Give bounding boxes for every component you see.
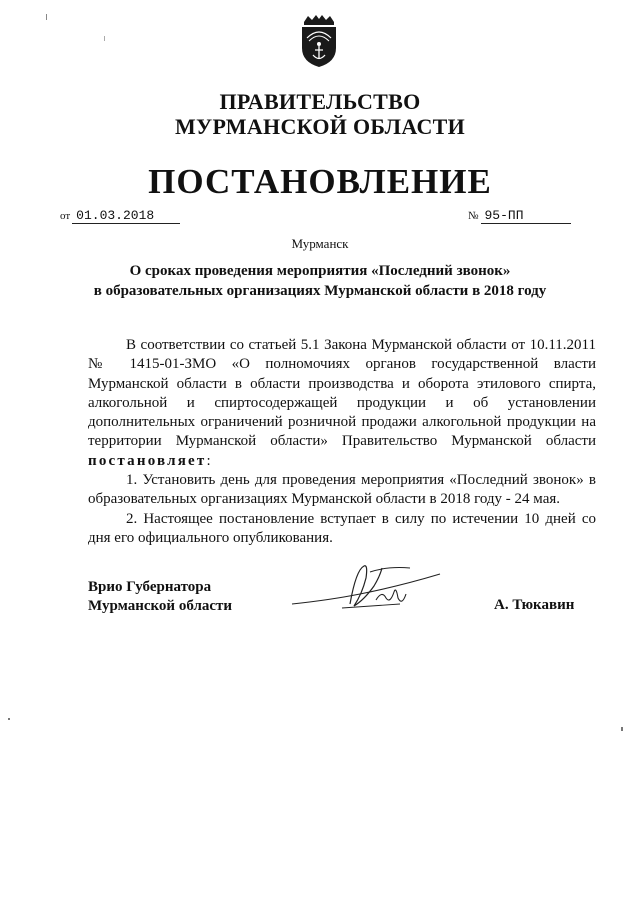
government-name-line2: МУРМАНСКОЙ ОБЛАСТИ	[174, 114, 466, 139]
signatory-title-line1: Врио Губернатора	[88, 579, 212, 595]
scan-speck	[104, 36, 105, 41]
subject-line1: О сроках проведения мероприятия «Последний звонок»	[129, 263, 511, 279]
document-number-row	[468, 207, 571, 224]
signatory-name: А. Тюкавин	[494, 597, 575, 613]
signatory-title-line2: Мурманской области	[88, 598, 233, 614]
document-body	[88, 336, 596, 548]
government-name-line1: ПРАВИТЕЛЬСТВО	[219, 89, 421, 114]
number-prefix: №	[468, 210, 479, 222]
document-type-title: ПОСТАНОВЛЕНИЕ	[148, 162, 492, 201]
scan-speck	[621, 727, 623, 731]
item-1-paragraph: 1. Установить день для проведения мероприятия «Последний звонок» в образовательных организациях Мурманской области в 2018 году - 24 мая.	[88, 472, 596, 508]
date-prefix: от	[60, 210, 71, 222]
city-name: Мурманск	[291, 236, 349, 251]
document-date: 01.03.2018	[72, 208, 180, 224]
document-number: 95-ПП	[481, 208, 571, 224]
coat-of-arms-icon	[298, 14, 340, 68]
item-2-paragraph: 2. Настоящее постановление вступает в силу по истечении 10 дней со дня его официального опубликования.	[88, 510, 596, 546]
document-date-row	[60, 207, 180, 224]
signatory-title	[88, 578, 232, 616]
scan-speck	[8, 718, 10, 720]
decree-colon: :	[206, 452, 211, 469]
handwritten-signature-icon	[290, 560, 450, 618]
decree-word: постановляет	[88, 452, 207, 469]
scan-speck	[46, 14, 47, 20]
preamble-paragraph	[88, 336, 596, 471]
preamble-text: В соответствии со статьей 5.1 Закона Мурманской области от 10.11.2011 № 1415-01-ЗМО «О полномочиях органов государственной власти Мурманской области в области производства и оборота этилового спирта, алкогольной и спиртосодержащей продукции и об установлении дополнительных ограничений розничной продажи алкогольной продукции на территории Мурманской области» Правительство Мурманской области	[88, 337, 596, 450]
subject-line2: в образовательных организациях Мурманской области в 2018 году	[93, 283, 547, 299]
